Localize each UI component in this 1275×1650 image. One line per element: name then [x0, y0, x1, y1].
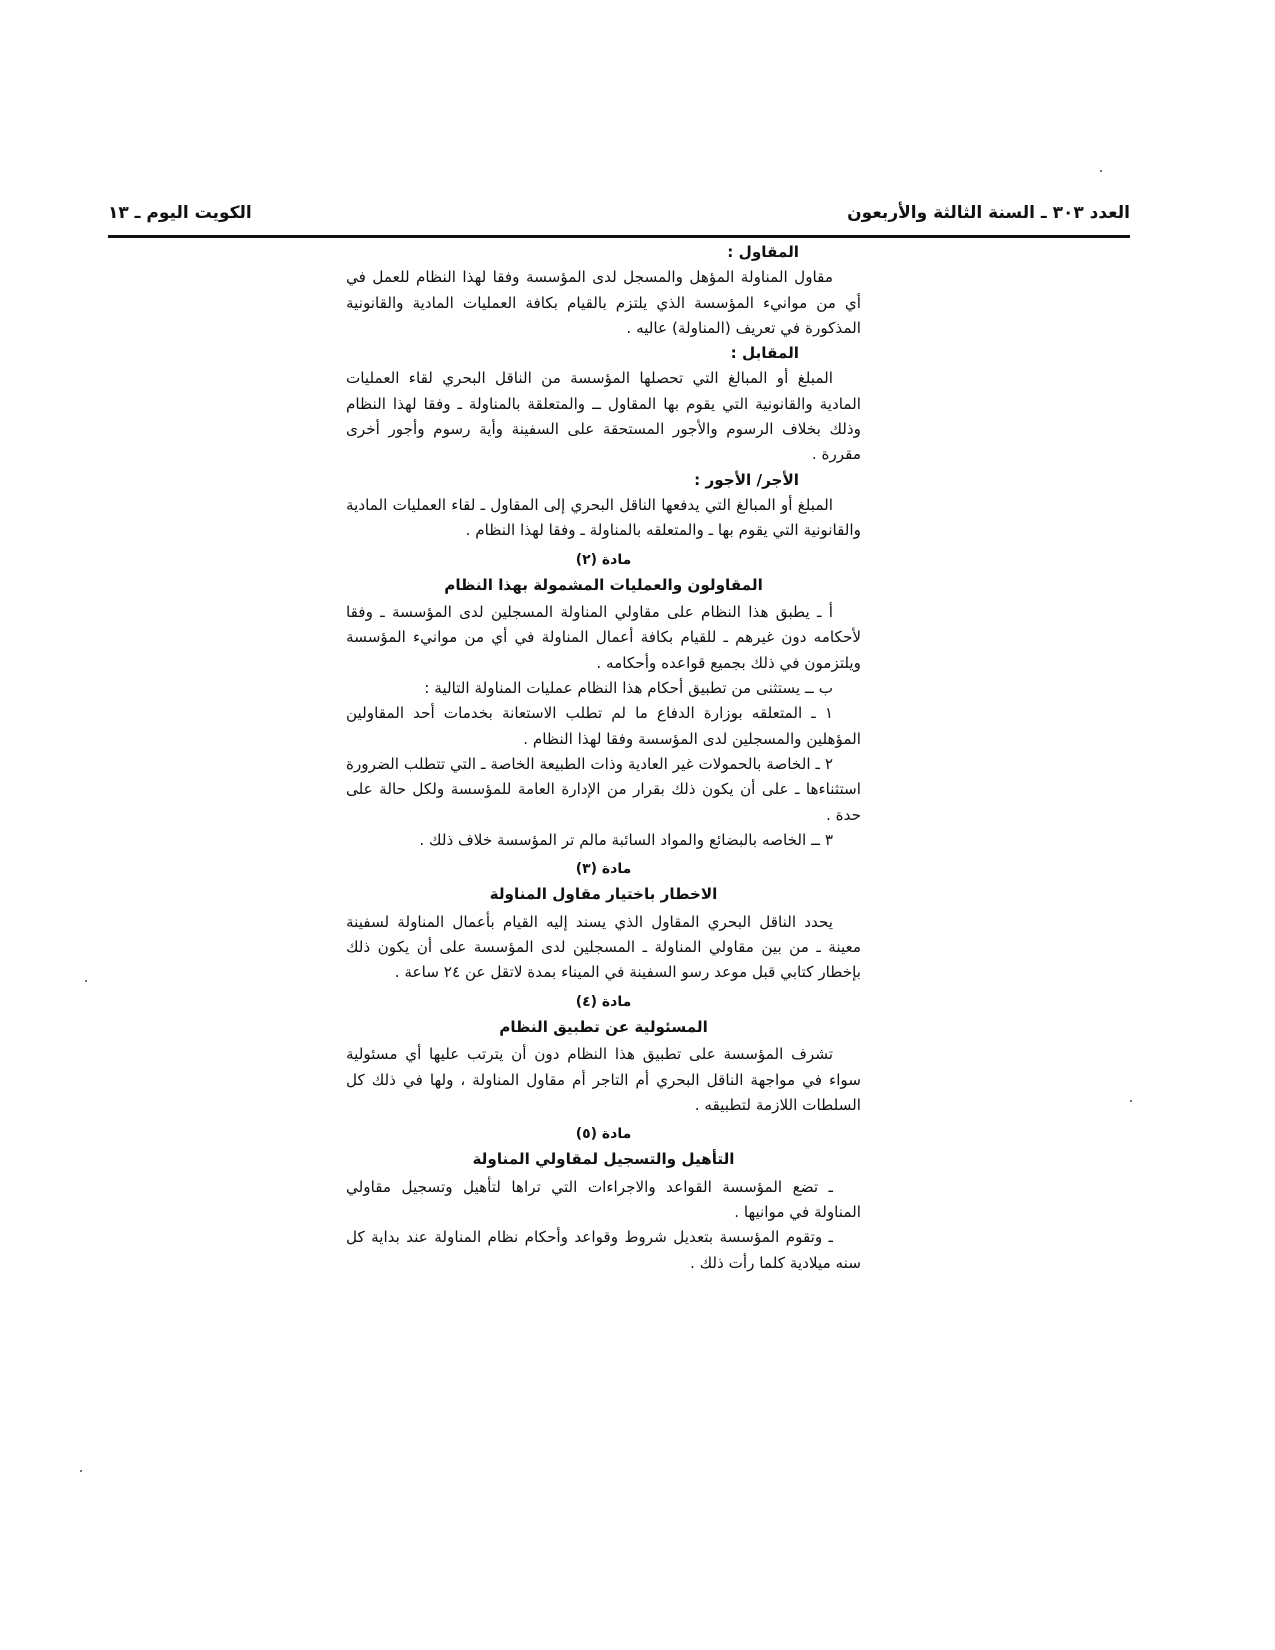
document-body — [346, 240, 861, 1276]
article-number: مادة (٢) — [575, 551, 632, 568]
article-title: التأهيل والتسجيل لمقاولي المناولة — [472, 1150, 735, 1169]
article-paragraph: يحدد الناقل البحري المقاول الذي يسند إليه القيام بأعمال المناولة لسفينة معينة ـ من بين مقاولي المناولة ـ المسجلين لدى المؤسسة على أن يكون ذلك بإخطار كتابي قبل موعد رسو السفينة في الميناء بمدة لاتقل عن ٢٤ ساعة . — [346, 912, 861, 982]
publication-label: الكويت اليوم ـ ١٣ — [108, 203, 252, 223]
article-paragraph: ب ــ يستثنى من تطبيق أحكام هذا النظام عمليات المناولة التالية : — [424, 679, 833, 698]
scan-speck — [1100, 170, 1102, 172]
article-paragraph: تشرف المؤسسة على تطبيق هذا النظام دون أن يترتب عليها أي مسئولية سواء في مواجهة الناقل البحري أم التاجر أم مقاول المناولة ، ولها في ذلك كل السلطات اللازمة لتطبيقه . — [346, 1045, 861, 1114]
article-paragraph: أ ـ يطبق هذا النظام على مقاولي المناولة المسجلين لدى المؤسسة ـ وفقا لأحكامه دون غيرهم ـ للقيام بكافة أعمال المناولة في أي من موانيء المؤسسة ويلتزمون في ذلك بجميع قواعده وأحكامه . — [346, 603, 861, 672]
scan-speck — [85, 980, 87, 982]
definition-text: المبلغ أو المبالغ التي تحصلها المؤسسة من الناقل البحري لقاء العمليات المادية والقانونية التي يقوم بها المقاول ــ والمتعلقة بالمناولة ـ وفقا لهذا النظام وذلك بخلاف الرسوم والأجور المستحقة على السفينة وأية رسوم وأجور أخرى مقررة . — [346, 369, 861, 464]
article-paragraph: ـ تضع المؤسسة القواعد والاجراءات التي تراها لتأهيل وتسجيل مقاولي المناولة في موانيها . — [346, 1177, 861, 1221]
definition-text: المبلغ أو المبالغ التي يدفعها الناقل البحري إلى المقاول ـ لقاء العمليات المادية والقانونية التي يقوم بها ـ والمتعلقه بالمناولة ـ وفقا لهذا النظام . — [346, 495, 861, 540]
page-header — [108, 203, 1130, 238]
article-paragraph: ٢ ـ الخاصة بالحمولات غير العادية وذات الطبيعة الخاصة ـ التي تتطلب الضرورة استثناءها ـ على أن يكون ذلك بقرار من الإدارة العامة للمؤسسة ولكل حالة على حدة . — [346, 754, 861, 824]
scan-speck — [80, 1470, 82, 1472]
article-number: مادة (٥) — [575, 1126, 632, 1143]
article-number: مادة (٣) — [575, 861, 632, 878]
article-paragraph: ـ وتقوم المؤسسة بتعديل شروط وقواعد وأحكام نظام المناولة عند بداية كل سنه ميلادية كلما رأت ذلك . — [346, 1228, 861, 1272]
article-paragraph: ٣ ــ الخاصه بالبضائع والمواد السائبة مالم تر المؤسسة خلاف ذلك . — [419, 830, 833, 849]
article-title: المقاولون والعمليات المشمولة بهذا النظام — [444, 575, 763, 594]
scan-speck — [1130, 1100, 1132, 1102]
definition-term: المقابل : — [730, 344, 799, 363]
article-paragraph: ١ ـ المتعلقه بوزارة الدفاع ما لم تطلب الاستعانة بخدمات أحد المقاولين المؤهلين والمسجلين لدى المؤسسة وفقا لهذا النظام . — [346, 704, 861, 748]
definition-text: مقاول المناولة المؤهل والمسجل لدى المؤسسة وفقا لهذا النظام للعمل في أي من موانيء المؤسسة الذي يلتزم بالقيام بكافة العمليات المادية والقانونية المذكورة في تعريف (المناولة) عاليه . — [346, 268, 861, 337]
article-number: مادة (٤) — [575, 993, 632, 1010]
definition-term: الأجر/ الأجور : — [694, 470, 799, 489]
article-title: الاخطار باختيار مقاول المناولة — [489, 885, 718, 904]
definition-term: المقاول : — [727, 243, 799, 261]
issue-label: العدد ٣٠٣ ـ السنة الثالثة والأربعون — [847, 203, 1130, 223]
article-title: المسئولية عن تطبيق النظام — [499, 1017, 708, 1036]
